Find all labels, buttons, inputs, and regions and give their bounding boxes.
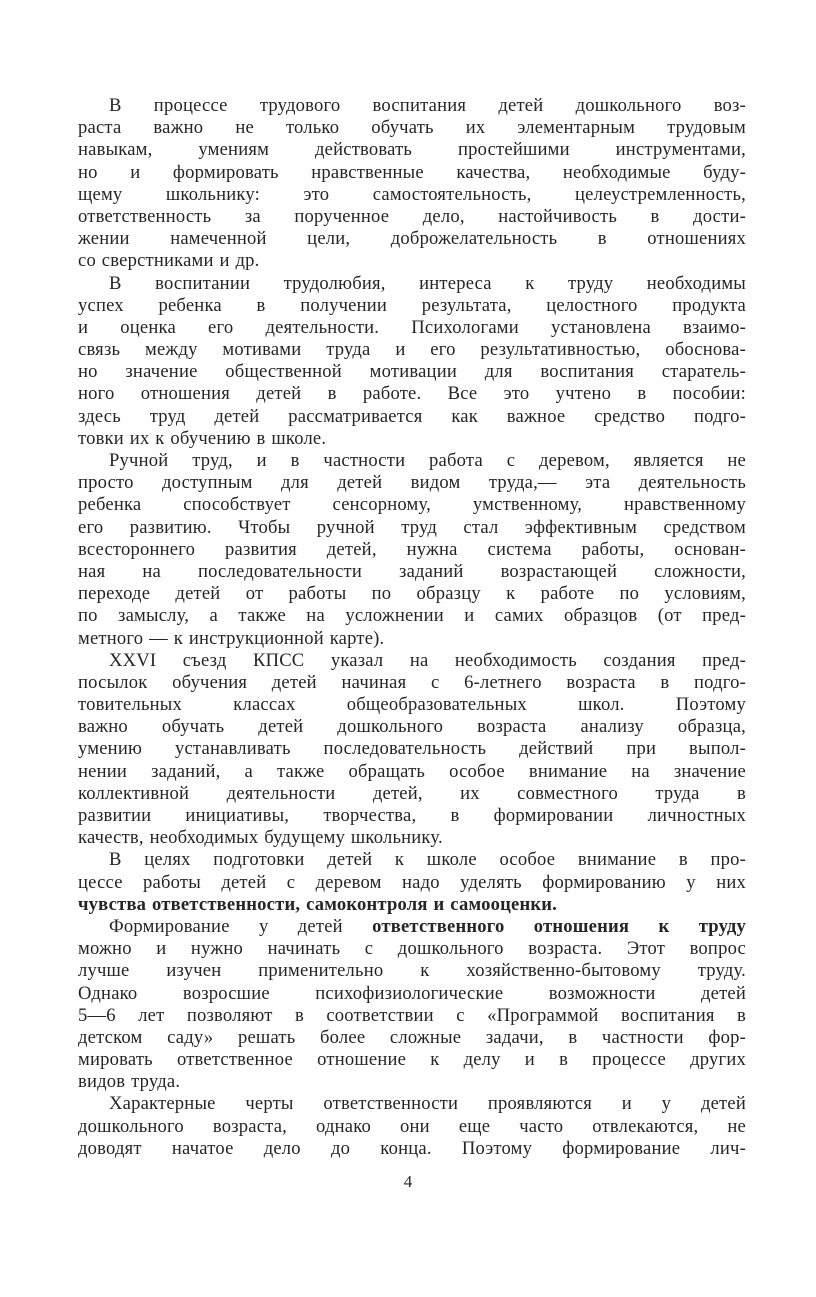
text-segment: В целях подготовки детей к школе особое внимание в про-	[109, 849, 746, 871]
text-line	[78, 849, 746, 871]
text-line	[78, 805, 746, 827]
text-line	[78, 139, 746, 161]
text-line	[78, 1116, 746, 1138]
text-segment: раста важно не только обучать их элементарным трудовым	[78, 117, 746, 139]
text-line	[78, 672, 746, 694]
text-segment: В воспитании трудолюбия, интереса к труду необходимы	[109, 272, 746, 294]
text-segment: 5—6 лет позволяют в соответствии с «Программой воспитания в	[78, 1004, 746, 1026]
text-line	[78, 450, 746, 472]
text-line	[78, 628, 746, 650]
paragraph	[78, 95, 746, 273]
text-line	[78, 317, 746, 339]
text-segment: В процессе трудового воспитания детей дошкольного воз-	[109, 95, 746, 116]
text-line	[78, 1093, 746, 1115]
text-segment: щему школьнику: это самостоятельность, целеустремленность,	[78, 183, 746, 205]
text-segment: но и формировать нравственные качества, необходимые буду-	[78, 161, 746, 183]
text-segment: по замыслу, а также на усложнении и самих образцов (от пред-	[78, 605, 746, 627]
text-line	[78, 184, 746, 206]
text-segment: мировать ответственное отношение к делу и в процессе других	[78, 1049, 746, 1071]
text-line	[78, 117, 746, 139]
text-line	[78, 539, 746, 561]
text-line	[78, 938, 746, 960]
text-line	[78, 361, 746, 383]
text-segment: видов труда.	[78, 1071, 181, 1093]
text-segment: Однако возросшие психофизиологические возможности детей	[78, 982, 746, 1004]
text-segment: Ручной труд, и в частности работа с деревом, является не	[109, 450, 746, 471]
text-line	[78, 1071, 746, 1093]
text-line	[78, 872, 746, 894]
text-line	[78, 95, 746, 117]
text-segment: успех ребенка в получении результата, целостного продукта	[78, 294, 746, 316]
paragraph	[78, 1093, 746, 1160]
text-segment: качеств, необходимых будущему школьнику.	[78, 827, 443, 849]
text-segment: товительных классах общеобразовательных школ. Поэтому	[78, 694, 746, 716]
text-segment: нении заданий, а также обращать особое внимание на значение	[78, 760, 746, 782]
text-line	[78, 295, 746, 317]
text-line	[78, 583, 746, 605]
text-line	[78, 273, 746, 295]
text-line	[78, 694, 746, 716]
text-segment: дошкольного возраста, однако они еще часто отвлекаются, не	[78, 1115, 746, 1137]
text-segment: связь между мотивами труда и его результативностью, обоснова-	[78, 339, 746, 361]
text-line	[78, 650, 746, 672]
text-line	[78, 827, 746, 849]
text-line	[78, 406, 746, 428]
text-segment: всестороннего развития детей, нужна система работы, основан-	[78, 538, 746, 560]
text-segment: просто доступным для детей видом труда,— эта деятельность	[78, 472, 746, 494]
text-segment: можно и нужно начинать с дошкольного возраста. Этот вопрос	[78, 938, 746, 960]
text-line	[78, 339, 746, 361]
text-line	[78, 383, 746, 405]
text-line	[78, 1049, 746, 1071]
text-line	[78, 517, 746, 539]
text-segment: товки их к обучению в школе.	[78, 427, 327, 449]
text-line	[78, 228, 746, 250]
text-segment: со сверстниками и др.	[78, 250, 260, 272]
text-segment: здесь труд детей рассматривается как важное средство подго-	[78, 405, 746, 427]
text-segment: жении намеченной цели, доброжелательность в отношениях	[78, 228, 746, 250]
text-segment: ная на последовательности заданий возрастающей сложности,	[78, 560, 746, 582]
paragraph	[78, 849, 746, 916]
text-line	[78, 206, 746, 228]
paragraph	[78, 650, 746, 850]
paragraph	[78, 450, 746, 650]
text-segment: но значение общественной мотивации для воспитания старатель-	[78, 361, 746, 383]
text-line	[78, 1027, 746, 1049]
text-line	[78, 605, 746, 627]
text-segment: навыкам, умениям действовать простейшими инструментами,	[78, 139, 746, 161]
text-segment: лучше изучен применительно к хозяйственно-бытовому труду.	[78, 960, 746, 982]
text-line	[78, 250, 746, 272]
text-line	[78, 1005, 746, 1027]
text-segment: цессе работы детей с деревом надо уделять формированию у них	[78, 871, 746, 893]
text-line	[78, 983, 746, 1005]
text-line	[78, 761, 746, 783]
paragraph	[78, 273, 746, 451]
text-line	[78, 916, 746, 938]
page-number: 4	[403, 1172, 413, 1191]
text-line	[78, 428, 746, 450]
text-segment: детском саду» решать более сложные задачи, в частности фор-	[78, 1026, 746, 1048]
text-segment: метного — к инструкционной карте).	[78, 627, 385, 649]
text-segment: важно обучать детей дошкольного возраста анализу образца,	[78, 716, 746, 738]
text-line	[78, 738, 746, 760]
text-segment: доводят начатое дело до конца. Поэтому формирование лич-	[78, 1137, 746, 1159]
text-line	[78, 960, 746, 982]
text-line	[78, 162, 746, 184]
text-block	[78, 95, 746, 1160]
text-segment: развитии инициативы, творчества, в формировании личностных	[78, 805, 746, 826]
text-line	[78, 1138, 746, 1160]
text-segment: Формирование у детей	[109, 915, 373, 937]
text-segment: ребенка способствует сенсорному, умственному, нравственному	[78, 494, 746, 516]
text-segment: его развитию. Чтобы ручной труд стал эффективным средством	[78, 516, 746, 538]
paragraph	[78, 916, 746, 1094]
text-segment: ответственность за порученное дело, настойчивость в дости-	[78, 205, 746, 227]
text-line	[78, 716, 746, 738]
bold-text-segment: ответственного отношения к труду	[372, 915, 746, 937]
text-line	[78, 561, 746, 583]
text-segment: ного отношения детей в работе. Все это учтено в пособии:	[78, 383, 746, 405]
text-segment: Характерные черты ответственности проявляются и у детей	[109, 1093, 746, 1115]
text-segment: коллективной деятельности детей, их совместного труда в	[78, 782, 746, 804]
text-line	[78, 494, 746, 516]
text-line	[78, 894, 746, 916]
bold-text-segment: чувства ответственности, самоконтроля и самооценки.	[78, 893, 558, 915]
text-segment: и оценка его деятельности. Психологами установлена взаимо-	[78, 316, 746, 338]
text-segment: умению устанавливать последовательность действий при выпол-	[78, 738, 746, 760]
text-segment: переходе детей от работы по образцу к работе по условиям,	[78, 583, 746, 605]
text-line	[78, 472, 746, 494]
text-line	[78, 783, 746, 805]
text-segment: посылок обучения детей начиная с 6-летнего возраста в подго-	[78, 671, 746, 693]
text-segment: XXVI съезд КПСС указал на необходимость создания пред-	[109, 649, 746, 671]
